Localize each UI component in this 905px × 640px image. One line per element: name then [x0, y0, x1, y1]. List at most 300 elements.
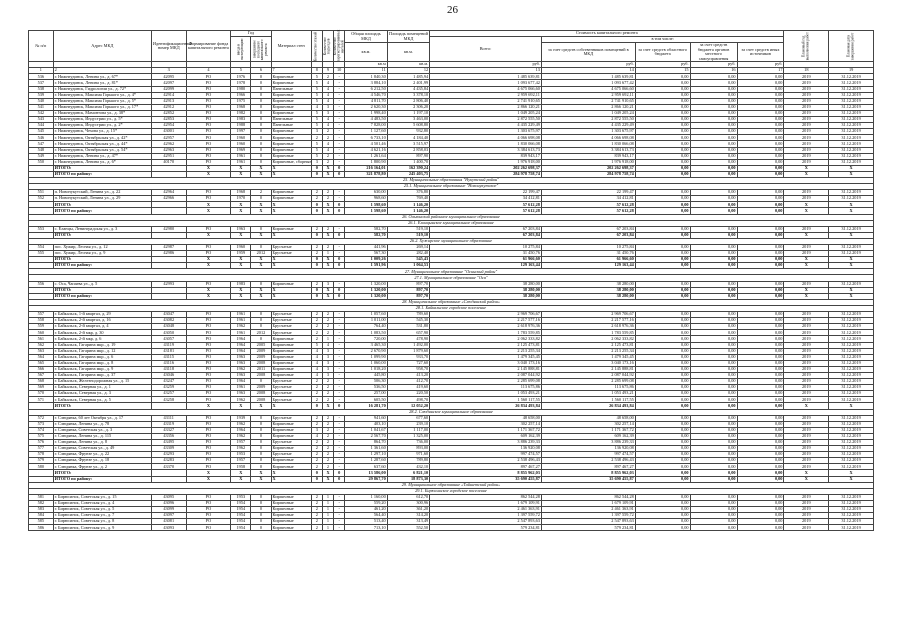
cell: X	[784, 171, 829, 177]
cell: 0	[251, 519, 271, 525]
cell: 31.12.2019	[829, 348, 874, 354]
cell: 1961	[231, 318, 251, 324]
cell: 0,00	[737, 104, 784, 110]
cell: г. Байкальск, 2-й мкр, д. 30	[53, 330, 151, 336]
cell: 0,00	[635, 117, 690, 123]
cell: 0	[311, 263, 322, 269]
col-owners: за счет средств собственников помещений в МКД	[541, 43, 635, 62]
cell: 586	[29, 525, 54, 531]
cell: 0,00	[737, 98, 784, 104]
cell: 582,70	[345, 232, 387, 238]
cell: 1 146,20	[387, 208, 429, 214]
cell: 2 461 363,91	[541, 507, 635, 513]
cell: 42963	[151, 147, 186, 153]
cell: Кирпичные	[271, 336, 311, 342]
cell: РО	[186, 342, 231, 348]
cell: X	[271, 202, 311, 208]
cell: 3 384 613,73	[430, 147, 542, 153]
cell: 0	[251, 141, 271, 147]
cell: 0,00	[690, 129, 737, 135]
cell: 0,00	[690, 519, 737, 525]
cell: 31.12.2019	[829, 159, 874, 165]
cell: 2	[311, 318, 322, 324]
cell: -	[334, 98, 345, 104]
cell: 1954	[231, 519, 251, 525]
cell: X	[829, 403, 874, 409]
cell: 1961	[231, 385, 251, 391]
cell: 31.12.2019	[829, 458, 874, 464]
cell: РО	[186, 397, 231, 403]
cell: 0,00	[635, 513, 690, 519]
cell: 2 145 888,81	[541, 366, 635, 372]
cell: 0,00	[737, 379, 784, 385]
cell: 34 412,81	[541, 196, 635, 202]
cell: 0	[251, 129, 271, 135]
cell: 1 009,26	[345, 257, 387, 263]
cell: Кирпичные	[271, 129, 311, 135]
cell: 1 049 205,24	[430, 110, 542, 116]
cell: X	[829, 171, 874, 177]
cell: 2	[322, 391, 333, 397]
cell: ИТОГО:	[53, 470, 151, 476]
cell: 2	[311, 336, 322, 342]
cell: 2 959 692,11	[541, 92, 635, 98]
cell: 2	[322, 324, 333, 330]
cell: 559,20	[345, 500, 387, 506]
cell: 43119	[151, 342, 186, 348]
cell: 0,00	[690, 110, 737, 116]
cell: 38 280,00	[430, 287, 542, 293]
unit-sqm-1: кв.м.	[345, 43, 387, 62]
cell: 0,00	[690, 446, 737, 452]
cell: X	[271, 165, 311, 171]
cell: 2019	[784, 159, 829, 165]
cell: 35 690 455,87	[430, 476, 542, 482]
col-fund: Формирование фонда капитального ремонта	[186, 31, 231, 62]
cell: 941,60	[345, 415, 387, 421]
cell: РО	[186, 104, 231, 110]
cell: X	[231, 293, 251, 299]
cell: X	[829, 202, 874, 208]
cell: 0	[311, 257, 322, 263]
cell: 0	[251, 336, 271, 342]
cell: 239,10	[387, 421, 429, 427]
cell: 31.12.2019	[829, 251, 874, 257]
cell: 1988	[231, 123, 251, 129]
cell: РО	[186, 433, 231, 439]
cell: 2 969 706,67	[541, 312, 635, 318]
cell: 2	[311, 190, 322, 196]
cell: 0,00	[737, 354, 784, 360]
cell: 1958	[231, 464, 251, 470]
cell: г. Байкальск, Северная ул., д. 3	[53, 391, 151, 397]
cell: 0,00	[635, 360, 690, 366]
cell: 31.12.2019	[829, 110, 874, 116]
cell: 0,00	[737, 391, 784, 397]
cell: 43097	[151, 513, 186, 519]
cell: 2 618 976,36	[541, 324, 635, 330]
cell: 0	[251, 104, 271, 110]
cell: X	[322, 171, 333, 177]
cell: X	[186, 232, 231, 238]
cell: 0,00	[635, 446, 690, 452]
cell: 0,00	[635, 342, 690, 348]
cell: Брусчатые	[271, 391, 311, 397]
cell: 2009	[251, 385, 271, 391]
cell: 2	[311, 525, 322, 531]
cell: 0,00	[690, 190, 737, 196]
cell: 31.12.2019	[829, 196, 874, 202]
cell: 5	[311, 342, 322, 348]
cell: 1 598,60	[345, 208, 387, 214]
cell: 637,60	[345, 464, 387, 470]
cell: 5 608,80	[387, 123, 429, 129]
cell: 314,20	[387, 513, 429, 519]
cell: г. Байкальск, Гагарина мкр., д. 19	[53, 342, 151, 348]
col-year-last: завершение последнего капитального ремонта	[251, 37, 271, 62]
section-title: 29.1. Бирюсинское городское поселение	[29, 488, 874, 494]
cell: 1 093 677,42	[541, 80, 635, 86]
cell: 0	[251, 159, 271, 165]
cell: г. Нижнеудинск, Чехова ул., д. 15*	[53, 129, 151, 135]
cell: 0	[251, 500, 271, 506]
cell: 3 384 613,73	[541, 147, 635, 153]
cell: X	[231, 232, 251, 238]
cell: 577	[29, 446, 54, 452]
cell: -	[334, 117, 345, 123]
cell: Брусчатые	[271, 379, 311, 385]
cell: 2 959 692,11	[430, 92, 542, 98]
cell: 0,00	[690, 165, 737, 171]
cell: 0,00	[690, 104, 737, 110]
cell: 2	[311, 312, 322, 318]
cell: -	[334, 348, 345, 354]
cell: 6 821,10	[387, 470, 429, 476]
cell: 4	[311, 104, 322, 110]
cell: 129 163,44	[541, 263, 635, 269]
cell: 43370	[151, 464, 186, 470]
cell: 17	[737, 68, 784, 74]
cell: 547	[29, 141, 54, 147]
cell: -	[334, 440, 345, 446]
cell: 0,00	[737, 427, 784, 433]
cell: 1960	[231, 141, 251, 147]
cell: Кирпичные	[271, 190, 311, 196]
cell: 4	[322, 123, 333, 129]
cell: Кирпичные	[271, 226, 311, 232]
cell: 2008	[251, 372, 271, 378]
cell: г. Нижнеудинск, Мамонтова ул., д. 38*	[53, 110, 151, 116]
cell: 42957	[151, 135, 186, 141]
cell: 2	[311, 397, 322, 403]
cell: -	[334, 342, 345, 348]
cell: 31.12.2019	[829, 123, 874, 129]
cell: 0,00	[737, 500, 784, 506]
cell: 2	[311, 440, 322, 446]
cell: 0	[334, 263, 345, 269]
cell: -	[334, 324, 345, 330]
cell: 1959	[231, 251, 251, 257]
cell: 0	[251, 427, 271, 433]
cell: 1961	[231, 312, 251, 318]
cell: 0,00	[635, 80, 690, 86]
cell: 1970	[231, 196, 251, 202]
cell: 0,00	[737, 287, 784, 293]
cell: 0,00	[737, 507, 784, 513]
cell: 57 612,28	[430, 208, 542, 214]
cell: 0,00	[635, 476, 690, 482]
cell: 579 234,81	[430, 525, 542, 531]
cell: 1 485 639,81	[541, 74, 635, 80]
cell: X	[186, 287, 231, 293]
cell: Кирпичные	[271, 80, 311, 86]
cell: X	[829, 208, 874, 214]
cell: 552,50	[387, 525, 429, 531]
cell: 2 741 910,65	[430, 98, 542, 104]
cell: 548	[29, 147, 54, 153]
cell: 585	[29, 519, 54, 525]
cell: 1 064,53	[387, 263, 429, 269]
cell: 4 066 698,08	[430, 135, 542, 141]
cell: Кирпичные	[271, 494, 311, 500]
cell: 31.12.2019	[829, 366, 874, 372]
cell: 0	[251, 494, 271, 500]
cell: X	[784, 165, 829, 171]
cell: 0,00	[737, 196, 784, 202]
cell: 0,00	[690, 452, 737, 458]
cell: 1968	[231, 104, 251, 110]
cell: 789,60	[387, 312, 429, 318]
cell: 897,70	[387, 287, 429, 293]
cell: ИТОГО:	[53, 287, 151, 293]
cell: 1	[322, 507, 333, 513]
cell: РО	[186, 336, 231, 342]
cell: 31.12.2019	[829, 379, 874, 385]
cell: X	[322, 293, 333, 299]
cell: 2	[311, 251, 322, 257]
cell: 2019	[784, 86, 829, 92]
cell: 1 303 675,97	[430, 129, 542, 135]
page-number: 26	[447, 4, 458, 16]
cell: 0,00	[635, 312, 690, 318]
cell: 2019	[784, 494, 829, 500]
cell: 2	[311, 226, 322, 232]
cell: 26 834 493,84	[541, 403, 635, 409]
cell: г. Байкальск, Гагарина мкр., д. 12	[53, 348, 151, 354]
cell: 31.12.2019	[829, 147, 874, 153]
cell: X	[251, 476, 271, 482]
cell: 2	[311, 452, 322, 458]
cell: 2	[311, 415, 322, 421]
cell: Кирпичные	[271, 507, 311, 513]
cell: 22 199,47	[541, 190, 635, 196]
cell: РО	[186, 507, 231, 513]
cell: 0	[251, 513, 271, 519]
cell: 0	[334, 202, 345, 208]
cell: 657,90	[387, 330, 429, 336]
cell: 2	[311, 519, 322, 525]
cell: 43181	[151, 348, 186, 354]
cell: 1 320,00	[345, 281, 387, 287]
cell: 31.12.2019	[829, 190, 874, 196]
cell: 3	[311, 427, 322, 433]
cell: X	[251, 257, 271, 263]
cell: X	[829, 257, 874, 263]
cell: 2019	[784, 190, 829, 196]
cell: 1 976 918,00	[541, 159, 635, 165]
cell: 0,00	[737, 117, 784, 123]
cell: 0,00	[737, 281, 784, 287]
cell: 0,00	[737, 433, 784, 439]
cell: 0,00	[690, 171, 737, 177]
cell: 1960	[231, 135, 251, 141]
cell: РО	[186, 513, 231, 519]
cell: 0,00	[635, 366, 690, 372]
cell: 553	[29, 226, 54, 232]
cell: 1978	[231, 80, 251, 86]
cell: 0	[251, 226, 271, 232]
cell: 0,00	[635, 385, 690, 391]
cell: 543	[29, 117, 54, 123]
cell: 0	[251, 415, 271, 421]
cell: 0,00	[737, 165, 784, 171]
cell: X	[231, 171, 251, 177]
cell: 0,00	[690, 342, 737, 348]
cell: 862 544,28	[430, 494, 542, 500]
cell: 478,90	[387, 336, 429, 342]
cell: 31.12.2019	[829, 397, 874, 403]
cell: 1964	[231, 336, 251, 342]
cell: 31.12.2019	[829, 360, 874, 366]
section-title: 26.1. Еланцынское муниципальное образование	[29, 220, 874, 226]
cell: 0	[311, 208, 322, 214]
cell: 3 515,97	[387, 141, 429, 147]
cell: 269,14	[387, 245, 429, 251]
cell: пос. Хужир, Лесная ул., д. 12	[53, 245, 151, 251]
cell: 18 873,30	[387, 476, 429, 482]
cell: -	[334, 494, 345, 500]
cell: 4 435 229,49	[541, 123, 635, 129]
cell: 0,00	[737, 129, 784, 135]
cell: X	[186, 403, 231, 409]
cell: 43095	[151, 494, 186, 500]
cell: X	[251, 287, 271, 293]
cell: 1962	[231, 324, 251, 330]
cell: г. Слюдянка, 60 лет Октября ул., д. 17	[53, 415, 151, 421]
cell: 2	[322, 452, 333, 458]
cell: 0,00	[737, 263, 784, 269]
cell: 5	[311, 80, 322, 86]
cell: 582	[29, 500, 54, 506]
cell: 0,00	[690, 360, 737, 366]
cell: РО	[186, 86, 231, 92]
cell: Кирпичные	[271, 421, 311, 427]
cell: 2019	[784, 397, 829, 403]
cell: 2 087 044,92	[541, 372, 635, 378]
cell: 562	[29, 342, 54, 348]
col-total-area: Общая площадь МКД	[345, 31, 387, 43]
cell: Кирпичные	[271, 281, 311, 287]
cell: 4 184,40	[387, 135, 429, 141]
cell: 1954	[231, 500, 251, 506]
cell: Кирпичные	[271, 372, 311, 378]
cell: г. Слюдянка, Фрунзе ул., д. 18	[53, 458, 151, 464]
cell: X	[186, 171, 231, 177]
cell: 2 620,30	[345, 104, 387, 110]
cell: Кирпичные	[271, 433, 311, 439]
cell: 2 461 363,91	[430, 507, 542, 513]
cell: 2 538 496,43	[541, 458, 635, 464]
cell: 839 943,17	[430, 153, 542, 159]
cell: 2019	[784, 110, 829, 116]
cell: 2	[322, 196, 333, 202]
cell: 1963	[231, 360, 251, 366]
cell: 0,00	[690, 257, 737, 263]
cell: 1964	[231, 427, 251, 433]
cell: г. Нижнеудинск, Максима Горького ул., д. 17*	[53, 104, 151, 110]
cell: 0	[334, 171, 345, 177]
cell: 605,50	[345, 397, 387, 403]
cell: 0,00	[737, 464, 784, 470]
cell: 31.12.2019	[829, 385, 874, 391]
cell: 2008	[251, 397, 271, 403]
cell: 43081	[151, 519, 186, 525]
cell: 1 400,70	[387, 159, 429, 165]
cell: РО	[186, 525, 231, 531]
cell: 57 612,28	[430, 202, 542, 208]
col-id: Идентификационный номер МКД	[151, 31, 186, 62]
cell: 0,00	[690, 348, 737, 354]
cell: 0	[251, 245, 271, 251]
cell: РО	[186, 452, 231, 458]
cell: Кирпичные	[271, 342, 311, 348]
cell: X	[271, 171, 311, 177]
cell: 0,00	[737, 336, 784, 342]
cell: Брусчатые	[271, 318, 311, 324]
cell: 31.12.2019	[829, 500, 874, 506]
cell: 31.12.2019	[829, 117, 874, 123]
cell: 0,00	[635, 153, 690, 159]
cell: РО	[186, 440, 231, 446]
cell: 5	[311, 123, 322, 129]
cell: 1983	[231, 117, 251, 123]
cell: 43048	[151, 324, 186, 330]
cell: 3 040 173,16	[430, 360, 542, 366]
cell: 0,00	[635, 74, 690, 80]
cell: 1966	[231, 92, 251, 98]
section-title: 27.1. Муниципальное образование "Оса"	[29, 275, 874, 281]
cell: г. Нижнеудинск, Ленина ул., д. 6*	[53, 159, 151, 165]
cell: 3 886 239,33	[541, 440, 635, 446]
cell: 0,00	[737, 110, 784, 116]
cell: 0	[311, 476, 322, 482]
cell: 245 403,75	[387, 171, 429, 177]
cell: 2019	[784, 500, 829, 506]
cell: 1 879,60	[387, 348, 429, 354]
cell: руб.	[690, 62, 737, 68]
cell: РО	[186, 421, 231, 427]
cell: 2 872 555,50	[541, 117, 635, 123]
cell: 864,70	[345, 440, 387, 446]
section-title: 26.2. Хужирское муниципальное образование	[29, 238, 874, 244]
cell: 0,00	[690, 208, 737, 214]
cell: 2	[311, 464, 322, 470]
cell: 0,00	[737, 366, 784, 372]
cell: г. Слюдянка, Советская ул., д. 3	[53, 427, 151, 433]
cell: 43111	[151, 415, 186, 421]
cell: 0,00	[690, 98, 737, 104]
table-row	[29, 525, 874, 531]
